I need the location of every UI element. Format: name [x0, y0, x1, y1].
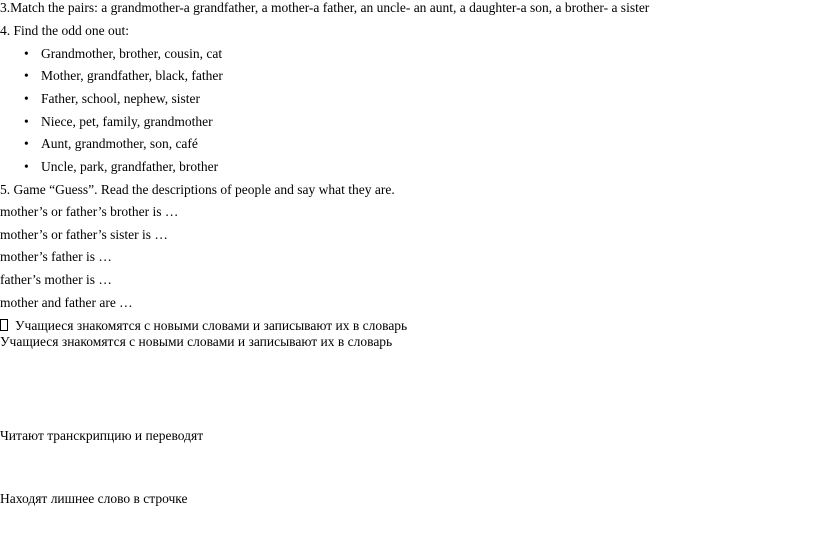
- list-item-text: Niece, pet, family, grandmother: [41, 114, 213, 129]
- task5-line: mother and father are …: [0, 295, 133, 310]
- task5-line: mother’s father is …: [0, 249, 112, 264]
- note-line: Находят лишнее слово в строчке: [0, 491, 188, 506]
- list-item-text: Uncle, park, grandfather, brother: [41, 159, 219, 174]
- bullet-icon: •: [24, 136, 29, 151]
- note-line: Читают транскрипцию и переводят: [0, 428, 204, 443]
- task4-title: 4. Find the odd one out:: [0, 23, 129, 38]
- bullet-icon: •: [24, 46, 29, 61]
- missing-glyph-box-icon: [0, 319, 8, 331]
- list-item-text: Mother, grandfather, black, father: [41, 68, 223, 83]
- bullet-icon: •: [24, 68, 29, 83]
- list-item-text: Aunt, grandmother, son, café: [41, 136, 198, 151]
- bullet-icon: •: [24, 114, 29, 129]
- note-text: Учащиеся знакомятся с новыми словами и записывают их в словарь: [15, 318, 408, 333]
- bullet-icon: •: [24, 159, 29, 174]
- task5-title: 5. Game “Guess”. Read the descriptions of people and say what they are.: [0, 182, 395, 197]
- list-item-text: Grandmother, brother, cousin, cat: [41, 46, 223, 61]
- task5-line: mother’s or father’s brother is …: [0, 204, 179, 219]
- list-item-text: Father, school, nephew, sister: [41, 91, 201, 106]
- note-line: Учащиеся знакомятся с новыми словами и записывают их в словарь: [0, 334, 393, 349]
- task5-line: mother’s or father’s sister is …: [0, 227, 168, 242]
- task5-line: father’s mother is …: [0, 272, 112, 287]
- task3-instruction: 3.Match the pairs: a grandmother-a grandfather, a mother-a father, an uncle- an aunt, a daughter-a son, a brother- a sister: [0, 0, 650, 15]
- note-boxed-line: [0, 318, 407, 334]
- bullet-icon: •: [24, 91, 29, 106]
